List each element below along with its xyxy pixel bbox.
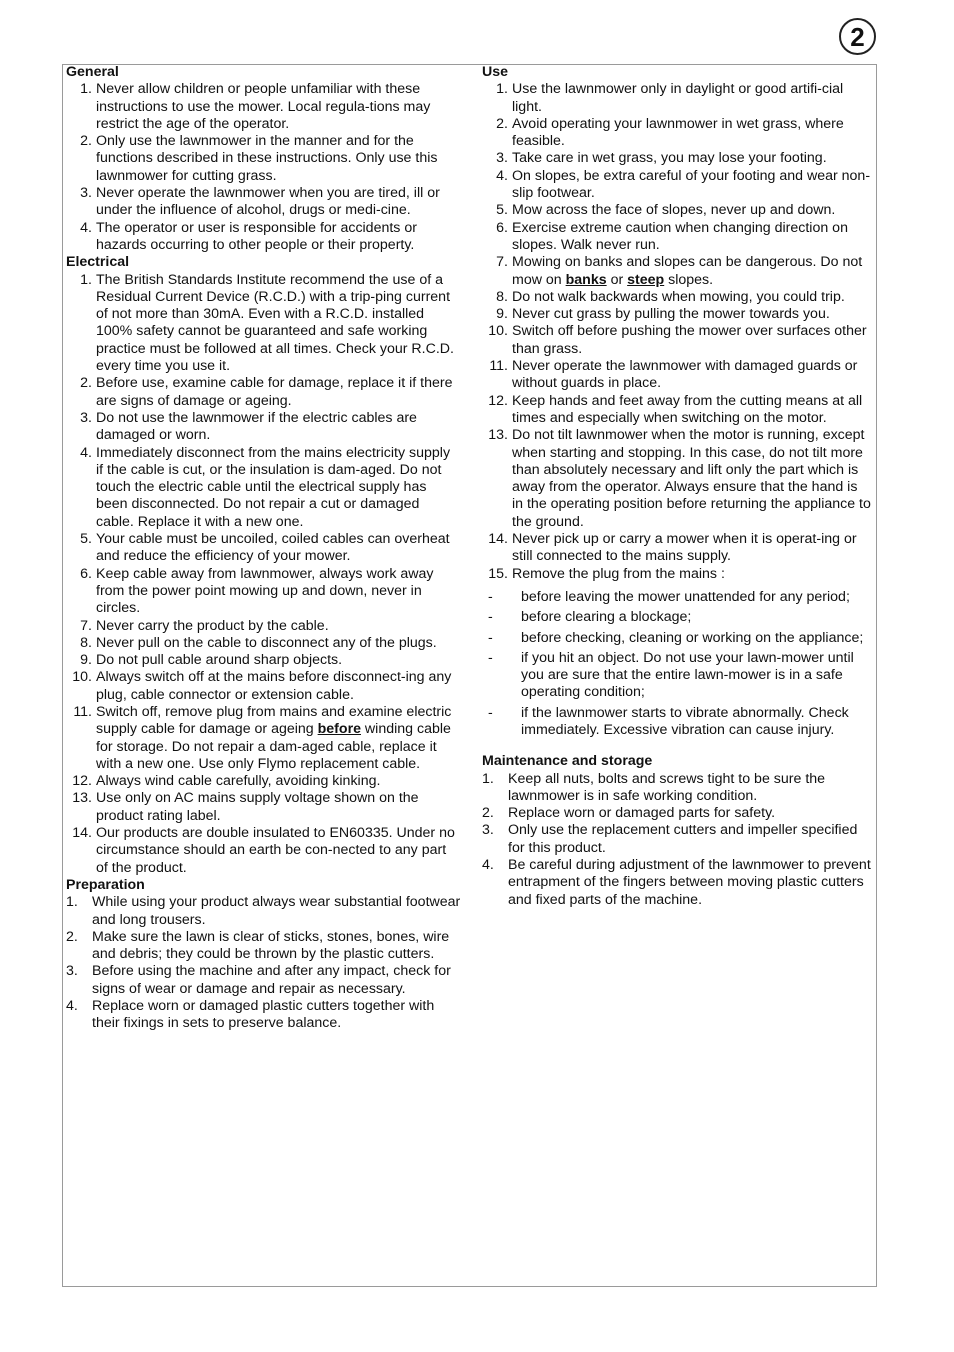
item-text: Our products are double insulated to EN60335. Under no circumstance should an earth be con-nected to any part of the product. (96, 825, 455, 876)
item-text (508, 254, 872, 289)
list-item (482, 150, 872, 167)
electrical-list (66, 272, 461, 877)
item-text: The operator or user is responsible for accidents or hazards occurring to other people or their property. (96, 219, 417, 253)
item-text: While using your product always wear substantial footwear and long trousers. (92, 894, 461, 928)
item-number: 2. (66, 928, 78, 945)
dash-bullet: - (488, 588, 493, 605)
list-item (66, 81, 461, 133)
use-heading: Use (482, 64, 509, 80)
item-number: 3. (80, 409, 92, 426)
dash-bullet: - (488, 649, 493, 666)
item-number: 9. (496, 306, 508, 323)
item-number: 8. (80, 634, 92, 651)
item-text-part: Switch off, remove plug from mains and examine electric supply cable for damage or ageing (96, 703, 452, 738)
list-item (482, 306, 872, 323)
item-number: 2. (80, 375, 92, 392)
left-column (66, 64, 461, 1033)
list-item (66, 618, 461, 635)
item-number: 12. (488, 392, 508, 409)
item-text: before checking, cleaning or working on the appliance; (521, 629, 864, 646)
electrical-section (66, 254, 461, 877)
item-text: Never cut grass by pulling the mower towards you. (512, 306, 830, 323)
emphasis-steep: steep (627, 271, 665, 288)
item-number: 1. (80, 81, 92, 98)
item-text-part: slopes. (664, 271, 714, 288)
item-number: 3. (66, 963, 78, 980)
list-item (66, 790, 461, 825)
item-number: 2. (496, 115, 508, 132)
maintenance-section (482, 753, 872, 909)
item-number: 6. (80, 565, 92, 582)
item-number: 1. (66, 894, 78, 911)
list-item (482, 822, 872, 857)
list-item (66, 566, 461, 618)
list-item (482, 705, 872, 740)
list-item (66, 963, 461, 998)
item-text: if you hit an object. Do not use your lawn-mower until you are sure that the entire lawn-mower is in a safe operating condition; (521, 649, 854, 701)
item-number: 1. (496, 81, 508, 98)
list-item (66, 185, 461, 220)
item-number: 5. (80, 531, 92, 548)
item-text: before clearing a blockage; (521, 609, 692, 626)
use-list (482, 81, 872, 583)
item-text-part: winding cable for storage. Do not repair a dam-aged cable, replace it with a new one. Use only Flymo replacement cable. (96, 721, 451, 772)
item-text: Keep hands and feet away from the cutting means at all times and especially when switching on the motor. (512, 392, 863, 426)
list-item (482, 202, 872, 219)
list-item (66, 375, 461, 410)
item-number: 10. (72, 669, 92, 686)
use-section (482, 64, 872, 739)
item-number: 2. (482, 805, 494, 822)
item-text: Only use the replacement cutters and impeller specified for this product. (508, 822, 858, 856)
list-item (66, 410, 461, 445)
item-text: Keep cable away from lawnmower, always work away from the power point mowing up and down, never in circles. (96, 565, 434, 617)
item-text: Never operate the lawnmower with damaged guards or without guards in place. (512, 358, 858, 392)
list-item (482, 857, 872, 909)
item-text: Keep all nuts, bolts and screws tight to be sure the lawnmower is in safe working condition. (508, 770, 826, 804)
item-text: Remove the plug from the mains : (512, 565, 725, 582)
list-item (482, 289, 872, 306)
item-text: if the lawnmower starts to vibrate abnormally. Check immediately. Excessive vibration can cause injury. (521, 704, 849, 738)
item-text: On slopes, be extra careful of your footing and wear non-slip footwear. (512, 167, 871, 202)
item-number: 1. (80, 271, 92, 288)
item-text (92, 704, 461, 773)
item-text: Never pull on the cable to disconnect any of the plugs. (96, 634, 437, 651)
item-text: before leaving the mower unattended for any period; (521, 588, 850, 605)
item-number: 15. (488, 565, 508, 582)
list-item (482, 168, 872, 203)
item-text: Take care in wet grass, you may lose your footing. (512, 150, 827, 167)
list-item (482, 609, 872, 626)
item-number: 4. (66, 998, 78, 1015)
list-item (66, 272, 461, 376)
list-item (66, 133, 461, 185)
item-number: 1. (482, 770, 494, 787)
list-item (66, 669, 461, 704)
item-text: Do not pull cable around sharp objects. (96, 652, 343, 669)
list-item (66, 704, 461, 773)
item-number: 4. (80, 444, 92, 461)
item-number: 3. (482, 822, 494, 839)
item-text: Mow across the face of slopes, never up and down. (512, 202, 836, 219)
item-text: Be careful during adjustment of the lawnmower to prevent entrapment of the fingers between moving plastic cutters and fixed parts of the machine. (508, 857, 871, 908)
item-number: 14. (488, 531, 508, 548)
emphasis-banks: banks (565, 271, 607, 288)
item-number: 4. (80, 219, 92, 236)
item-number: 11. (73, 703, 92, 720)
list-item (482, 116, 872, 151)
item-text: Use the lawnmower only in daylight or good artifi-cial light. (512, 81, 844, 115)
item-text: Exercise extreme caution when changing direction on slopes. Walk never run. (512, 219, 848, 253)
list-item (66, 220, 461, 255)
item-text: Only use the lawnmower in the manner and for the functions described in these instructions. Only use this lawnmower for cutting grass. (96, 133, 438, 184)
list-item (66, 773, 461, 790)
item-number: 3. (496, 150, 508, 167)
item-number: 2. (80, 133, 92, 150)
item-text: Never pick up or carry a mower when it is operat-ing or still connected to the mains supply. (512, 531, 857, 565)
item-text: Do not use the lawnmower if the electric cables are damaged or worn. (96, 409, 417, 444)
item-text: Replace worn or damaged plastic cutters together with their fixings in sets to preserve balance. (92, 998, 435, 1032)
list-item (482, 630, 872, 647)
item-number: 7. (496, 254, 508, 271)
list-item (482, 771, 872, 806)
list-item (482, 81, 872, 116)
list-item (482, 531, 872, 566)
maintenance-heading: Maintenance and storage (482, 753, 653, 770)
list-item (482, 323, 872, 358)
list-item (66, 894, 461, 929)
item-number: 3. (80, 185, 92, 202)
list-item (482, 805, 872, 822)
list-item (482, 393, 872, 428)
plug-removal-list (482, 589, 872, 739)
item-text: Switch off before pushing the mower over surfaces other than grass. (512, 323, 867, 357)
page-number-badge (839, 18, 876, 55)
page-number: 2 (850, 21, 865, 52)
item-number: 6. (496, 219, 508, 236)
list-item (482, 358, 872, 393)
list-item (66, 825, 461, 877)
general-list (66, 81, 461, 254)
preparation-heading: Preparation (66, 876, 145, 893)
dash-bullet: - (488, 609, 493, 626)
item-number: 4. (496, 167, 508, 184)
item-number: 9. (80, 652, 92, 669)
item-number: 11. (489, 358, 508, 375)
item-text: Avoid operating your lawnmower in wet grass, where feasible. (512, 115, 844, 150)
item-number: 5. (496, 202, 508, 219)
item-text: Never carry the product by the cable. (96, 617, 329, 634)
list-item (66, 652, 461, 669)
list-item (66, 929, 461, 964)
list-item (482, 650, 872, 702)
right-column (482, 64, 872, 909)
item-text-part: or (606, 271, 628, 288)
maintenance-list (482, 771, 872, 909)
preparation-section (66, 877, 461, 1033)
list-item (66, 998, 461, 1033)
dash-bullet: - (488, 704, 493, 721)
item-number: 13. (72, 790, 92, 807)
electrical-heading: Electrical (66, 254, 130, 271)
item-text: The British Standards Institute recommend the use of a Residual Current Device (R.C.D.) with a trip-ping current of not more than 30mA. Even with a R.C.D. installed 100% safety cannot be guaranteed and safe working practice must be followed at all times. Check your R.C.D. every time you use it. (96, 271, 454, 375)
list-item (482, 220, 872, 255)
item-number: 8. (496, 288, 508, 305)
emphasis-before: before (317, 721, 361, 738)
item-text: Immediately disconnect from the mains electricity supply if the cable is cut, or the insulation is dam-aged. Do not touch the electric cable until the electrical supply has been disconnected. Do not repair a cut or damaged cable. Replace it with a new one. (96, 444, 451, 530)
item-text: Your cable must be uncoiled, coiled cables can overheat and reduce the efficiency of your mower. (96, 531, 450, 565)
list-item (66, 635, 461, 652)
item-number: 14. (72, 825, 92, 842)
general-heading: General (66, 64, 119, 80)
item-text: Always wind cable carefully, avoiding kinking. (96, 773, 381, 790)
list-item (482, 254, 872, 289)
general-section (66, 64, 461, 254)
item-text: Do not walk backwards when mowing, you could trip. (512, 288, 845, 305)
item-number: 7. (80, 617, 92, 634)
item-text: Never allow children or people unfamiliar with these instructions to use the mower. Local regula-tions may restrict the age of the operator. (96, 81, 431, 132)
list-item (482, 427, 872, 531)
item-number: 12. (72, 773, 92, 790)
list-item (66, 531, 461, 566)
item-text: Use only on AC mains supply voltage shown on the product rating label. (96, 790, 419, 824)
item-text: Always switch off at the mains before disconnect-ing any plug, cable connector or extension cable. (96, 669, 452, 703)
item-text: Never operate the lawnmower when you are tired, ill or under the influence of alcohol, drugs or medi-cine. (96, 185, 440, 219)
list-item (66, 445, 461, 531)
dash-bullet: - (488, 629, 493, 646)
item-number: 10. (488, 323, 508, 340)
item-text: Replace worn or damaged parts for safety. (508, 805, 776, 822)
item-number: 13. (488, 427, 508, 444)
item-text: Make sure the lawn is clear of sticks, stones, bones, wire and debris; they could be thrown by the plastic cutters. (92, 928, 450, 963)
list-item (482, 589, 872, 606)
preparation-list (66, 894, 461, 1032)
item-text-part: Mowing on banks and slopes can be dangerous. Do not mow on (512, 254, 863, 288)
item-text: Do not tilt lawnmower when the motor is running, except when starting and stopping. In this case, do not tilt more than absolutely necessary and lift only the part which is away from the operator. Always ensure that the hand is in the operating position before returning the appliance to the ground. (512, 427, 871, 530)
item-number: 4. (482, 857, 494, 874)
list-item (482, 566, 872, 583)
item-text: Before use, examine cable for damage, replace it if there are signs of damage or ageing. (96, 375, 453, 409)
item-text: Before using the machine and after any impact, check for signs of wear or damage and repair as necessary. (92, 963, 451, 997)
